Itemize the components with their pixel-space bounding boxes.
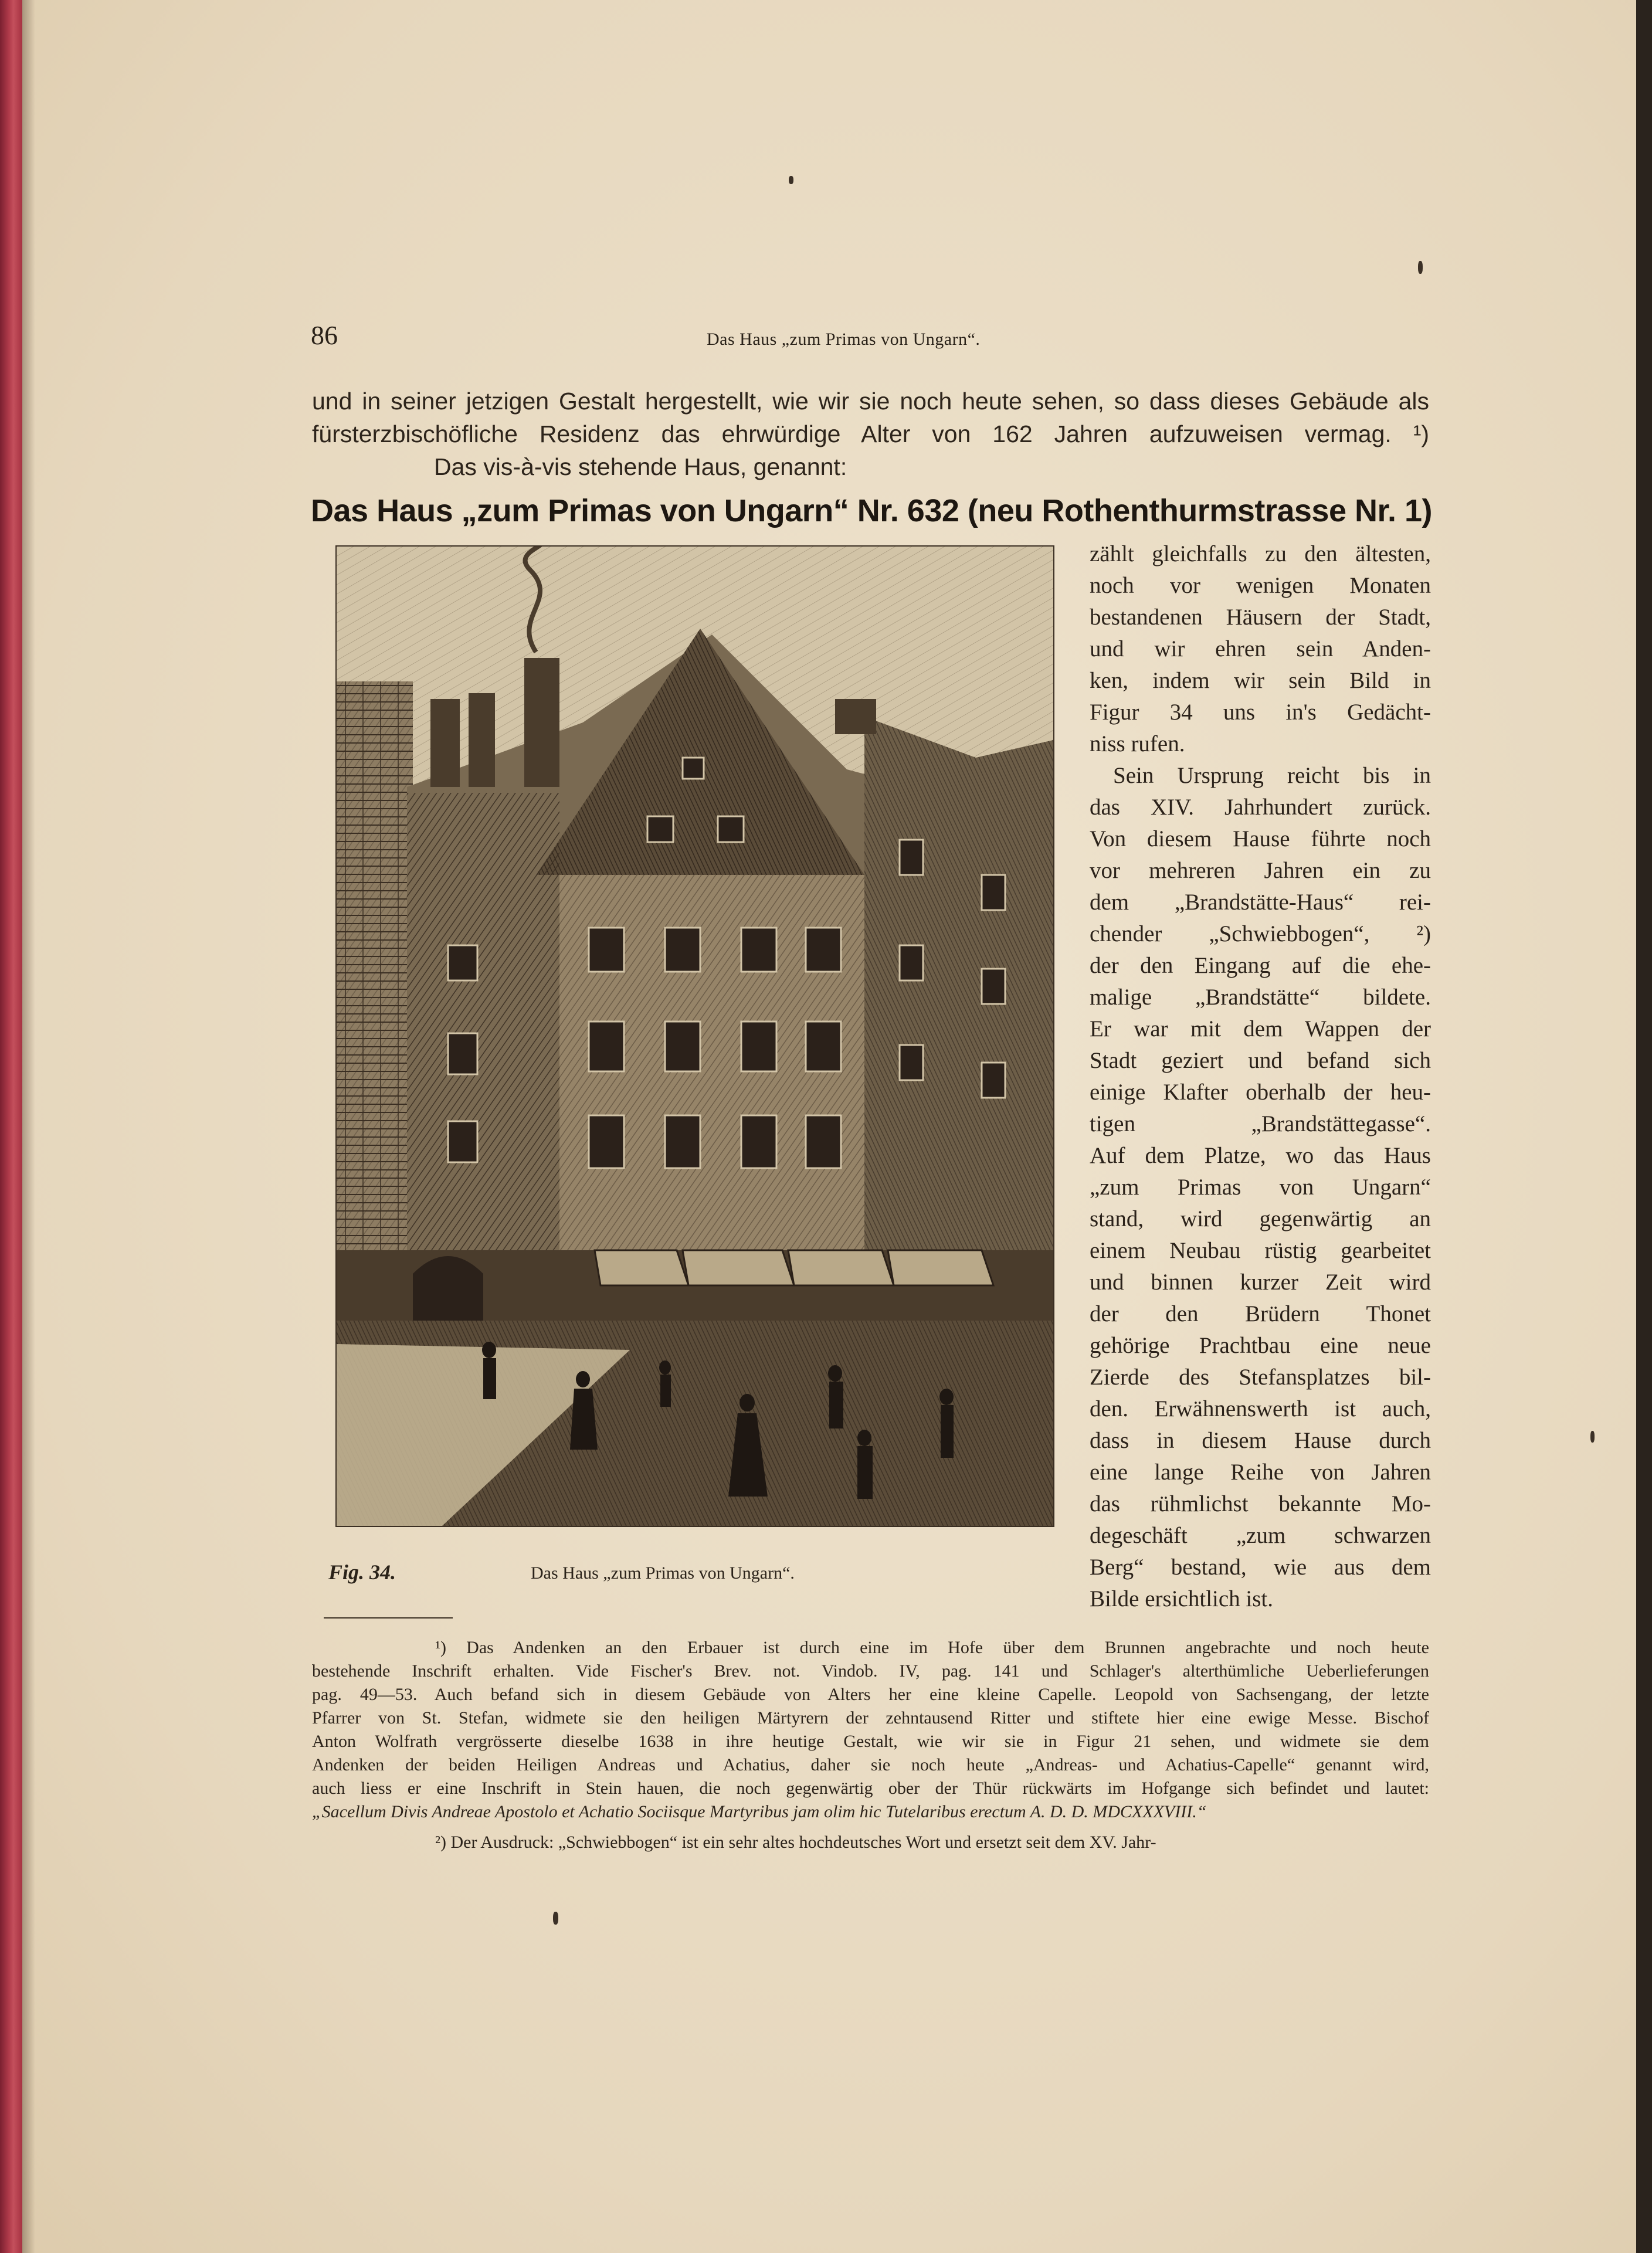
stray-mark: [1418, 261, 1423, 274]
footnote-line: Anton Wolfrath vergrösserte dieselbe 1638 in ihre heutige Gestalt, wie wir sie in Figur 21 sehen, und widmete sie dem: [312, 1732, 1429, 1751]
column-line: dass in diesem Hause durch: [1090, 1428, 1431, 1453]
column-line: und binnen kurzer Zeit wird: [1090, 1270, 1431, 1295]
column-line: bestandenen Häusern der Stadt,: [1090, 605, 1431, 630]
footnote-line: Pfarrer von St. Stefan, widmete sie den heiligen Märtyrern der zehntausend Ritter und stiftete hier eine ewige Messe. Bischof: [312, 1708, 1429, 1728]
column-line: „zum Primas von Ungarn“: [1090, 1175, 1431, 1200]
right-column-text: [1090, 538, 1431, 1615]
column-line: Sein Ursprung reicht bis in: [1113, 763, 1431, 788]
intro-line-2: fürsterzbischöfliche Residenz das ehrwürdige Alter von 162 Jahren aufzuweisen vermag. ¹): [312, 420, 1429, 447]
column-line: das XIV. Jahrhundert zurück.: [1090, 795, 1431, 820]
column-line: Bilde ersichtlich ist.: [1090, 1586, 1274, 1611]
figure-label: Fig. 34.: [328, 1560, 396, 1584]
running-head: Das Haus „zum Primas von Ungarn“.: [707, 330, 981, 349]
column-line: das rühmlichst bekannte Mo-: [1090, 1491, 1431, 1516]
column-line: Auf dem Platze, wo das Haus: [1090, 1143, 1431, 1168]
footnote-line: ¹) Das Andenken an den Erbauer ist durch eine im Hofe über dem Brunnen angebrachte und noch heute: [435, 1638, 1429, 1657]
footnote-line: Andenken der beiden Heiligen Andreas und Achatius, daher sie noch heute „Andreas- und Achatius-Capelle“ genannt wird,: [312, 1755, 1429, 1774]
column-line: gehörige Prachtbau eine neue: [1090, 1333, 1431, 1358]
figure-caption: Das Haus „zum Primas von Ungarn“.: [531, 1563, 795, 1583]
footnote-line: pag. 49—53. Auch befand sich in diesem Gebäude von Alters her eine kleine Capelle. Leopold von Sachsengang, der letzte: [312, 1685, 1429, 1704]
book-spine: [0, 0, 22, 2253]
column-line: chender „Schwiebbogen“, ²): [1090, 921, 1431, 946]
column-line: einige Klafter oberhalb der heu-: [1090, 1080, 1431, 1105]
stray-mark: [553, 1912, 558, 1925]
intro-line-3: Das vis-à-vis stehende Haus, genannt:: [434, 453, 847, 480]
column-line: Er war mit dem Wappen der: [1090, 1016, 1431, 1041]
column-line: vor mehreren Jahren ein zu: [1090, 858, 1431, 883]
column-line: Von diesem Hause führte noch: [1090, 826, 1431, 851]
intro-line-1: und in seiner jetzigen Gestalt hergestellt, wie wir sie noch heute sehen, so dass dieses Gebäude als: [312, 388, 1429, 415]
column-line: tigen „Brandstättegasse“.: [1090, 1111, 1431, 1136]
engraving-illustration: [335, 545, 1054, 1527]
stray-mark: [1590, 1431, 1595, 1443]
column-line: einem Neubau rüstig gearbeitet: [1090, 1238, 1431, 1263]
column-line: Berg“ bestand, wie aus dem: [1090, 1555, 1431, 1580]
footnote-line: auch liess er eine Inschrift in Stein hauen, die noch gegenwärtig ober der Thür rückwärts im Hofgange sich befindet und lautet:: [312, 1779, 1429, 1798]
book-edge: [1636, 0, 1652, 2253]
footnote-line: bestehende Inschrift erhalten. Vide Fischer's Brev. not. Vindob. IV, pag. 141 und Schlager's alterthümliche Ueberlieferungen: [312, 1661, 1429, 1681]
engraving-svg: [337, 547, 1053, 1526]
column-line: und wir ehren sein Anden-: [1090, 636, 1431, 661]
column-line: noch vor wenigen Monaten: [1090, 573, 1431, 598]
gutter-shadow: [22, 0, 35, 2253]
column-line: Zierde des Stefansplatzes bil-: [1090, 1365, 1431, 1390]
footnote-line: ²) Der Ausdruck: „Schwiebbogen“ ist ein sehr altes hochdeutsches Wort und ersetzt seit dem XV. Jahr-: [435, 1833, 1156, 1852]
footnote-line: „Sacellum Divis Andreae Apostolo et Achatio Sociisque Martyribus jam olim hic Tutelaribus erectum A. D. D. MDCXXXVIII.“: [312, 1802, 1207, 1821]
column-line: malige „Brandstätte“ bildete.: [1090, 985, 1431, 1010]
column-line: eine lange Reihe von Jahren: [1090, 1460, 1431, 1485]
column-line: dem „Brandstätte-Haus“ rei-: [1090, 890, 1431, 915]
column-line: niss rufen.: [1090, 731, 1185, 756]
footnote-rule: [324, 1617, 453, 1619]
column-line: ken, indem wir sein Bild in: [1090, 668, 1431, 693]
column-line: Figur 34 uns in's Gedächt-: [1090, 700, 1431, 725]
section-heading: Das Haus „zum Primas von Ungarn“ Nr. 632 (neu Rothenthurmstrasse Nr. 1): [311, 493, 1433, 528]
column-line: stand, wird gegenwärtig an: [1090, 1206, 1431, 1231]
stray-mark: [789, 176, 793, 184]
column-line: Stadt geziert und befand sich: [1090, 1048, 1431, 1073]
column-line: zählt gleichfalls zu den ältesten,: [1090, 541, 1431, 566]
page-number: 86: [311, 320, 338, 350]
column-line: der den Brüdern Thonet: [1090, 1301, 1431, 1326]
column-line: den. Erwähnenswerth ist auch,: [1090, 1396, 1431, 1421]
column-line: der den Eingang auf die ehe-: [1090, 953, 1431, 978]
column-line: degeschäft „zum schwarzen: [1090, 1523, 1431, 1548]
